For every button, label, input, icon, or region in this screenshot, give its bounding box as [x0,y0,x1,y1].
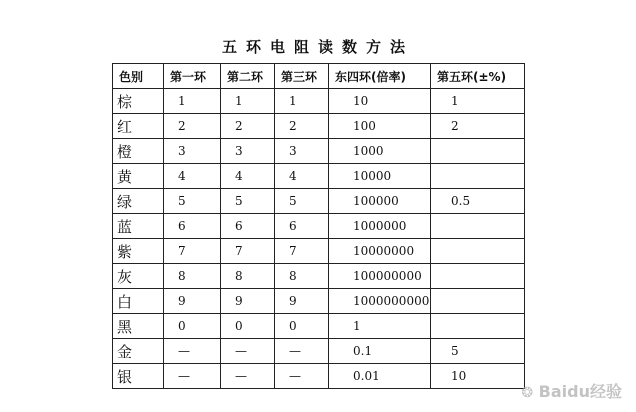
color-cell: 红 [113,114,164,139]
table-row [113,189,525,214]
tolerance-cell: 0.5 [431,189,525,214]
band-3-cell: 8 [275,264,329,289]
color-cell: 黄 [113,164,164,189]
multiplier-cell: 100 [329,114,431,139]
band-1-cell: — [164,339,221,364]
header-band-3: 第三环 [275,64,329,89]
band-1-cell: 4 [164,164,221,189]
band-2-cell: 2 [221,114,275,139]
tolerance-cell: 10 [431,364,525,389]
resistor-color-table [112,63,525,389]
table-row [113,289,525,314]
band-3-cell: — [275,364,329,389]
multiplier-cell: 100000 [329,189,431,214]
color-cell: 金 [113,339,164,364]
tolerance-cell [431,139,525,164]
band-2-cell: 0 [221,314,275,339]
band-3-cell: 9 [275,289,329,314]
band-1-cell: 3 [164,139,221,164]
multiplier-cell: 10000000 [329,239,431,264]
multiplier-cell: 10000 [329,164,431,189]
band-1-cell: 5 [164,189,221,214]
table-row [113,139,525,164]
band-3-cell: 6 [275,214,329,239]
band-3-cell: 0 [275,314,329,339]
multiplier-cell: 1000 [329,139,431,164]
band-2-cell: 6 [221,214,275,239]
header-band-1: 第一环 [164,64,221,89]
tolerance-cell [431,314,525,339]
paw-icon: ❂ [521,385,534,401]
tolerance-cell: 1 [431,89,525,114]
watermark-logo [521,379,622,402]
table-row [113,239,525,264]
table-row [113,164,525,189]
tolerance-cell [431,214,525,239]
color-cell: 白 [113,289,164,314]
color-cell: 绿 [113,189,164,214]
band-3-cell: 1 [275,89,329,114]
tolerance-cell [431,239,525,264]
table-row [113,89,525,114]
tolerance-cell [431,164,525,189]
multiplier-cell: 1 [329,314,431,339]
header-band-2: 第二环 [221,64,275,89]
table-row [113,339,525,364]
color-cell: 橙 [113,139,164,164]
color-cell: 蓝 [113,214,164,239]
band-1-cell: 1 [164,89,221,114]
band-2-cell: 8 [221,264,275,289]
band-2-cell: 3 [221,139,275,164]
color-cell: 银 [113,364,164,389]
band-2-cell: — [221,364,275,389]
band-1-cell: — [164,364,221,389]
watermark-text: Baidu经验 [538,382,622,401]
band-2-cell: 1 [221,89,275,114]
color-cell: 棕 [113,89,164,114]
band-3-cell: — [275,339,329,364]
table-row [113,264,525,289]
tolerance-cell: 2 [431,114,525,139]
band-2-cell: 4 [221,164,275,189]
table-row [113,114,525,139]
tolerance-cell [431,289,525,314]
band-2-cell: 7 [221,239,275,264]
band-3-cell: 5 [275,189,329,214]
band-1-cell: 7 [164,239,221,264]
header-band-5: 第五环(±%) [431,64,525,89]
table-row [113,214,525,239]
band-1-cell: 8 [164,264,221,289]
band-1-cell: 9 [164,289,221,314]
multiplier-cell: 0.1 [329,339,431,364]
band-3-cell: 7 [275,239,329,264]
multiplier-cell: 0.01 [329,364,431,389]
header-band-4: 东四环(倍率) [329,64,431,89]
tolerance-cell: 5 [431,339,525,364]
color-cell: 灰 [113,264,164,289]
multiplier-cell: 1000000000 [329,289,431,314]
tolerance-cell [431,264,525,289]
band-2-cell: 9 [221,289,275,314]
band-1-cell: 6 [164,214,221,239]
band-2-cell: 5 [221,189,275,214]
band-2-cell: — [221,339,275,364]
header-color: 色别 [113,64,164,89]
band-3-cell: 3 [275,139,329,164]
band-1-cell: 0 [164,314,221,339]
multiplier-cell: 10 [329,89,431,114]
multiplier-cell: 100000000 [329,264,431,289]
multiplier-cell: 1000000 [329,214,431,239]
color-cell: 黑 [113,314,164,339]
band-3-cell: 4 [275,164,329,189]
band-1-cell: 2 [164,114,221,139]
table-row [113,364,525,389]
band-3-cell: 2 [275,114,329,139]
table-row [113,314,525,339]
page-title: 五环电阻读数方法 [221,38,414,56]
header-row [113,64,525,89]
color-cell: 紫 [113,239,164,264]
